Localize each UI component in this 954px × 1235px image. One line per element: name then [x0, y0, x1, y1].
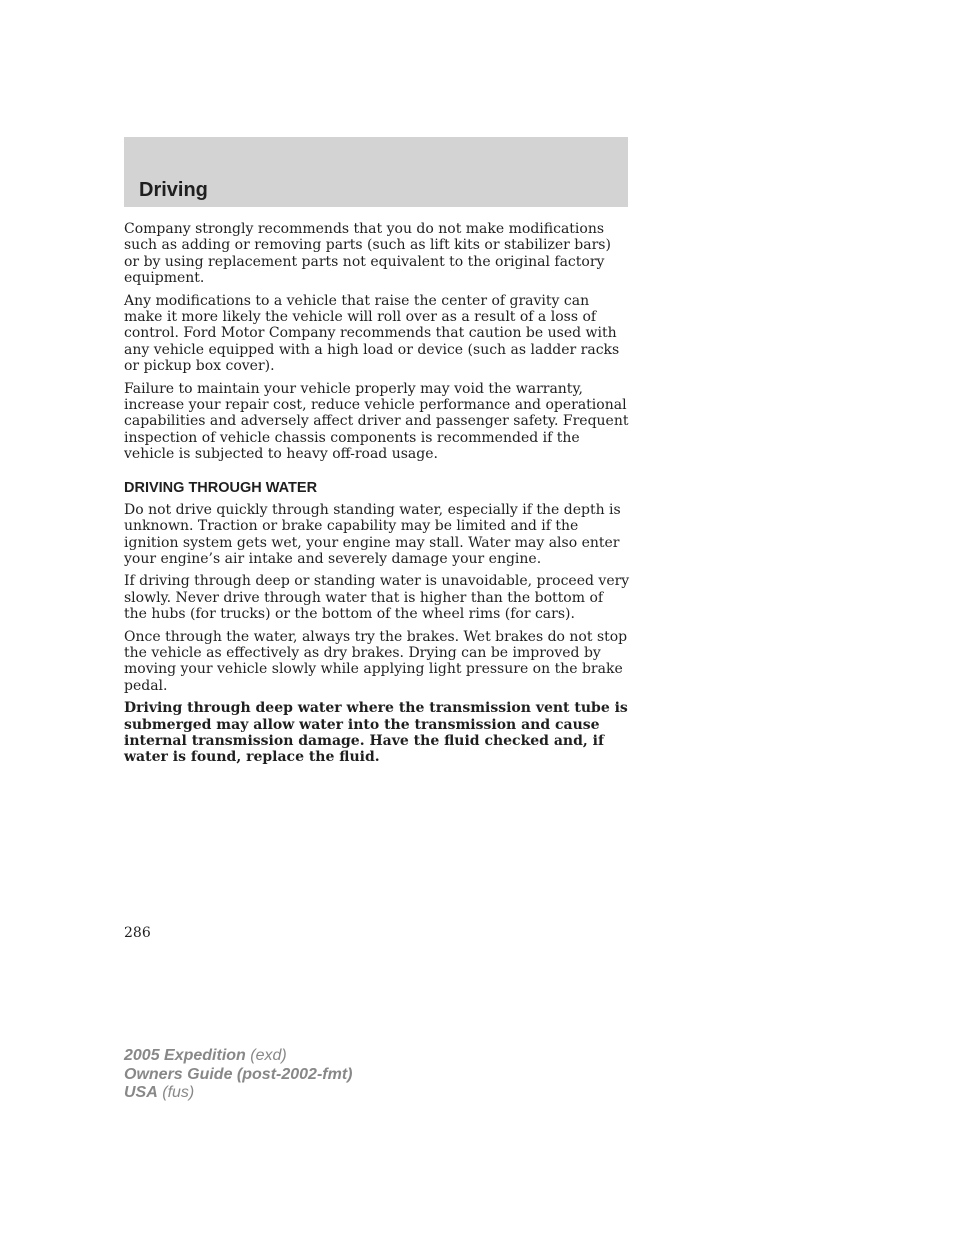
section-title: Driving	[139, 179, 208, 201]
section-header-band	[124, 137, 628, 207]
body-paragraph: Once through the water, always try the brakes. Wet brakes do not stop the vehicle as effectively as dry brakes. Drying can be improved by moving your vehicle slowly while applying light pressure on the brake pedal.	[124, 628, 628, 694]
footer-model: 2005 Expedition	[124, 1047, 246, 1064]
document-footer	[124, 1047, 352, 1103]
page-content	[124, 221, 630, 772]
footer-model-code: (exd)	[250, 1047, 287, 1064]
body-paragraph: Failure to maintain your vehicle properly may void the warranty, increase your repair cost, reduce vehicle performance and operational capabilities and adversely affect driver and passenger safety. Frequent inspection of vehicle chassis components is recommended if the vehicle is subjected to heavy off-road usage.	[124, 380, 629, 463]
page-number: 286	[124, 925, 151, 941]
warning-paragraph: Driving through deep water where the transmission vent tube is submerged may allow water into the transmission and cause internal transmission damage. Have the fluid checked and, if water is found, replace the fluid.	[124, 700, 628, 766]
body-paragraph: If driving through deep or standing water is unavoidable, proceed very slowly. Never drive through water that is higher than the bottom of the hubs (for trucks) or the bottom of the wheel rims (for cars).	[124, 573, 630, 623]
footer-line-region	[124, 1084, 352, 1103]
footer-region: USA	[124, 1084, 158, 1101]
footer-line-guide	[124, 1066, 352, 1085]
footer-region-code: (fus)	[162, 1084, 195, 1101]
body-paragraph: Do not drive quickly through standing water, especially if the depth is unknown. Traction or brake capability may be limited and if the ignition system gets wet, your engine may stall. Water may also enter your engine’s air intake and severely damage your engine.	[124, 501, 621, 567]
body-paragraph: Any modifications to a vehicle that raise the center of gravity can make it more likely the vehicle will roll over as a result of a loss of control. Ford Motor Company recommends that caution be used with any vehicle equipped with a high load or device (such as ladder racks or pickup box cover).	[124, 292, 620, 375]
footer-guide: Owners Guide (post-2002-fmt)	[124, 1065, 353, 1083]
body-paragraph: Company strongly recommends that you do not make modifications such as adding or removing parts (such as lift kits or stabilizer bars) or by using replacement parts not equivalent to the original factory equipment.	[124, 221, 611, 287]
section-heading: DRIVING THROUGH WATER	[124, 479, 318, 496]
footer-line-model	[124, 1047, 352, 1066]
